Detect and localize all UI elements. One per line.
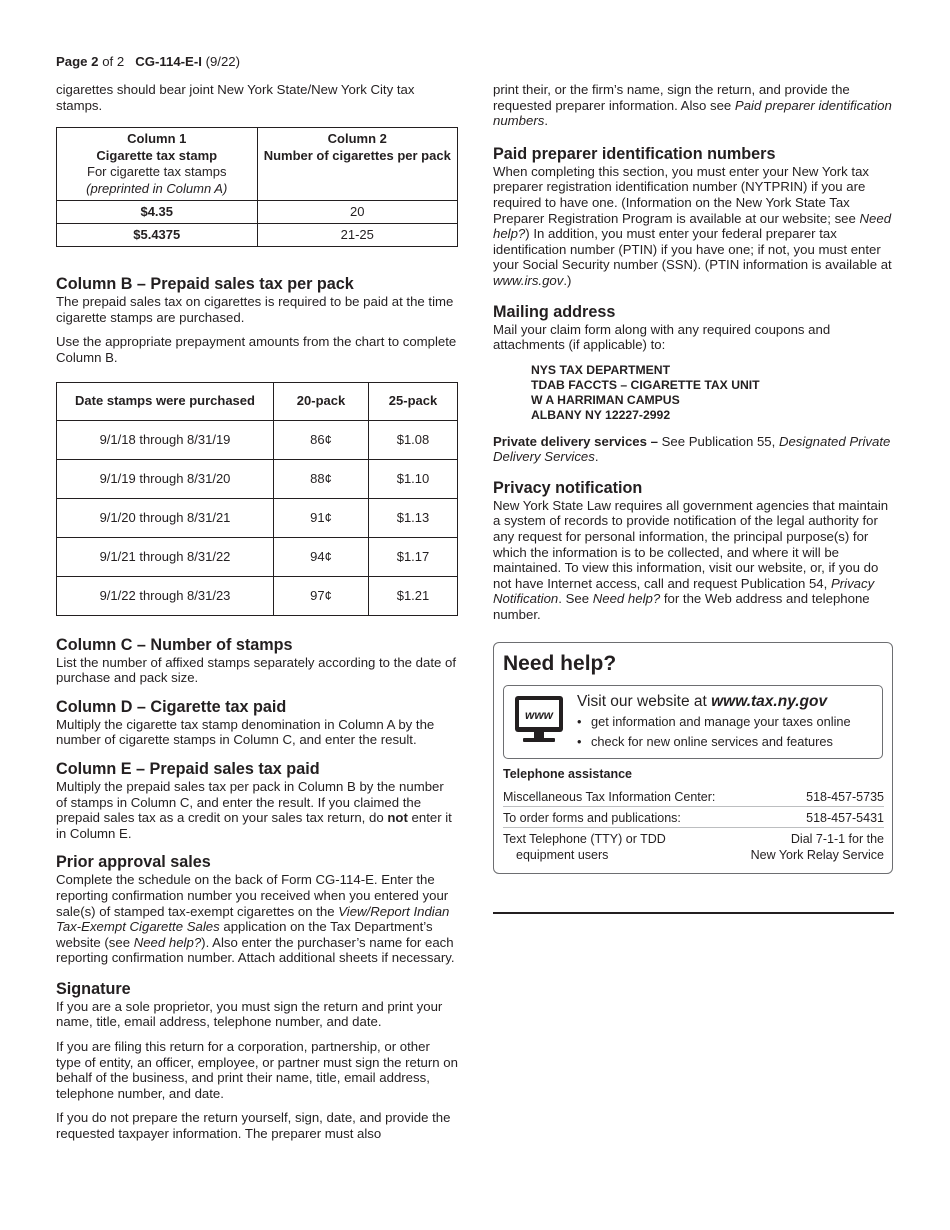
left-column bbox=[56, 82, 458, 1151]
signature-text-3: If you do not prepare the return yourself, sign, date, and provide the requested taxpayer information. The preparer must also bbox=[56, 1110, 451, 1142]
relay-service: Dial 7-1-1 for the New York Relay Service bbox=[750, 832, 884, 862]
column-c-text: List the number of affixed stamps separately according to the date of purchase and pack size. bbox=[56, 654, 457, 686]
phone-row: Miscellaneous Tax Information Center: 518-457-5735 bbox=[503, 790, 884, 807]
phone-number: 518-457-5431 bbox=[806, 811, 884, 825]
column-1-header: Column 1 Cigarette tax stamp For cigarette tax stamps (preprinted in Column A) bbox=[57, 128, 258, 201]
privacy-heading: Privacy notification bbox=[493, 478, 643, 497]
form-id: CG-114-E-I bbox=[135, 54, 202, 69]
20-pack-amount: 91¢ bbox=[274, 498, 369, 537]
divider-line bbox=[493, 912, 894, 914]
website-box bbox=[503, 685, 883, 759]
column-c-heading: Column C – Number of stamps bbox=[56, 635, 293, 654]
25-pack-amount: $1.17 bbox=[369, 537, 458, 576]
stamp-value: $5.4375 bbox=[57, 224, 258, 247]
list-item: • check for new online services and features bbox=[577, 732, 882, 752]
column-b-text-2: Use the appropriate prepayment amounts from the chart to complete Column B. bbox=[56, 334, 457, 365]
column-b-text-1: The prepaid sales tax on cigarettes is required to be paid at the time cigarette stamps are purchased. bbox=[56, 294, 454, 325]
need-help-box bbox=[493, 642, 893, 874]
prior-approval-text: Complete the schedule on the back of Form CG-114-E. Enter the reporting confirmation number you received when you entered your sale(s) of stamped tax-exempt cigarettes on the View/Report Indian Tax-Exempt Cigarette Sales application on the Tax Department’s website (see Need help?). Also enter the purchaser’s name for each reporting confirmation number. Attach additional sheets if necessary. bbox=[56, 872, 455, 966]
website-link[interactable]: www.tax.ny.gov bbox=[711, 693, 828, 710]
computer-monitor-icon bbox=[513, 693, 565, 745]
list-item: • get information and manage your taxes online bbox=[577, 712, 882, 732]
cigarette-count: 21-25 bbox=[257, 224, 458, 247]
phone-row: To order forms and publications: 518-457-5431 bbox=[503, 811, 884, 828]
form-revision: (9/22) bbox=[205, 54, 241, 69]
telephone-assistance-title: Telephone assistance bbox=[503, 767, 632, 781]
stamp-table bbox=[56, 127, 458, 247]
private-delivery-text: Private delivery services – See Publication 55, Designated Private Delivery Services. bbox=[493, 433, 891, 465]
25-pack-header: 25-pack bbox=[369, 382, 458, 420]
phone-row: Text Telephone (TTY) or TDD equipment users Dial 7-1-1 for the New York Relay Service bbox=[503, 832, 884, 862]
column-e-text: Multiply the prepaid sales tax per pack in Column B by the number of stamps in Column C, and enter the result. If you claimed the prepaid sales tax as a credit on your sales tax return, do not enter it in Column E. bbox=[56, 778, 452, 841]
date-range: 9/1/20 through 8/31/21 bbox=[57, 498, 274, 537]
20-pack-header: 20-pack bbox=[274, 382, 369, 420]
table-header-row bbox=[57, 128, 458, 201]
intro-text: cigarettes should bear joint New York State/New York City tax stamps. bbox=[56, 82, 415, 113]
ppin-heading: Paid preparer identification numbers bbox=[493, 144, 776, 163]
table-row bbox=[57, 537, 458, 576]
website-info bbox=[577, 691, 882, 752]
prepaid-tax-table bbox=[56, 382, 458, 616]
page-label: Page 2 bbox=[56, 54, 99, 69]
date-header: Date stamps were purchased bbox=[57, 382, 274, 420]
table-row bbox=[57, 420, 458, 459]
signature-text-2: If you are filing this return for a corporation, partnership, or other type of entity, an officer, employee, or partner must sign the return on behalf of the business, and print their name, title, email address, telephone number, and date. bbox=[56, 1039, 458, 1101]
phone-number: 518-457-5735 bbox=[806, 790, 884, 804]
mailing-address: NYS TAX DEPARTMENT TDAB FACCTS – CIGARETTE TAX UNIT W A HARRIMAN CAMPUS ALBANY NY 12227-2992 bbox=[531, 362, 760, 423]
cigarette-count: 20 bbox=[257, 201, 458, 224]
signature-text-1: If you are a sole proprietor, you must sign the return and print your name, title, email address, telephone number, and date. bbox=[56, 998, 443, 1030]
table-row bbox=[57, 498, 458, 537]
column-d-heading: Column D – Cigarette tax paid bbox=[56, 697, 287, 716]
right-column bbox=[493, 82, 895, 631]
stamp-value: $4.35 bbox=[57, 201, 258, 224]
date-range: 9/1/21 through 8/31/22 bbox=[57, 537, 274, 576]
preparer-continued-text: print their, or the firm’s name, sign the return, and provide the requested preparer information. Also see Paid preparer identification numbers. bbox=[493, 82, 892, 129]
table-row bbox=[57, 201, 458, 224]
20-pack-amount: 86¢ bbox=[274, 420, 369, 459]
25-pack-amount: $1.21 bbox=[369, 576, 458, 615]
table-header-row bbox=[57, 382, 458, 420]
20-pack-amount: 94¢ bbox=[274, 537, 369, 576]
prior-approval-heading: Prior approval sales bbox=[56, 853, 211, 872]
date-range: 9/1/19 through 8/31/20 bbox=[57, 459, 274, 498]
visit-website-line: Visit our website at www.tax.ny.gov bbox=[577, 693, 828, 710]
page-header bbox=[56, 54, 240, 70]
page-total: of 2 bbox=[102, 54, 125, 69]
20-pack-amount: 97¢ bbox=[274, 576, 369, 615]
mailing-heading: Mailing address bbox=[493, 302, 616, 321]
table-row bbox=[57, 459, 458, 498]
mailing-text: Mail your claim form along with any required coupons and attachments (if applicable) to: bbox=[493, 321, 831, 353]
column-2-header: Column 2 Number of cigarettes per pack bbox=[257, 128, 458, 201]
25-pack-amount: $1.13 bbox=[369, 498, 458, 537]
column-d-text: Multiply the cigarette tax stamp denomination in Column A by the number of cigarette stamps in Column C, and enter the result. bbox=[56, 716, 435, 748]
privacy-text: New York State Law requires all government agencies that maintain a system of records to provide notification of the legal authority for any request for personal information, the principal purpose(s) for which the information is to be collected, and where it will be maintained. To view this information, visit our website, or, if you do not have Internet access, call and request Publication 54, Privacy Notification. See Need help? for the Web address and telephone number. bbox=[493, 497, 889, 622]
signature-heading: Signature bbox=[56, 979, 131, 998]
20-pack-amount: 88¢ bbox=[274, 459, 369, 498]
need-help-title: Need help? bbox=[503, 652, 617, 675]
ppin-text: When completing this section, you must enter your New York tax preparer registration identification number (NYTPRIN) if you are required to have one. (Information on the New York State Tax Preparer Registration Program is available at our website; see Need help?) In addition, you must enter your federal preparer tax identification number (PTIN) if you have one; if not, you must enter your Social Security number (SSN). (PTIN information is available at www.irs.gov.) bbox=[493, 163, 892, 288]
column-e-heading: Column E – Prepaid sales tax paid bbox=[56, 759, 320, 778]
table-row bbox=[57, 224, 458, 247]
table-row bbox=[57, 576, 458, 615]
25-pack-amount: $1.08 bbox=[369, 420, 458, 459]
date-range: 9/1/18 through 8/31/19 bbox=[57, 420, 274, 459]
www-icon-text: www bbox=[524, 708, 554, 722]
column-b-heading: Column B – Prepaid sales tax per pack bbox=[56, 275, 354, 294]
25-pack-amount: $1.10 bbox=[369, 459, 458, 498]
date-range: 9/1/22 through 8/31/23 bbox=[57, 576, 274, 615]
